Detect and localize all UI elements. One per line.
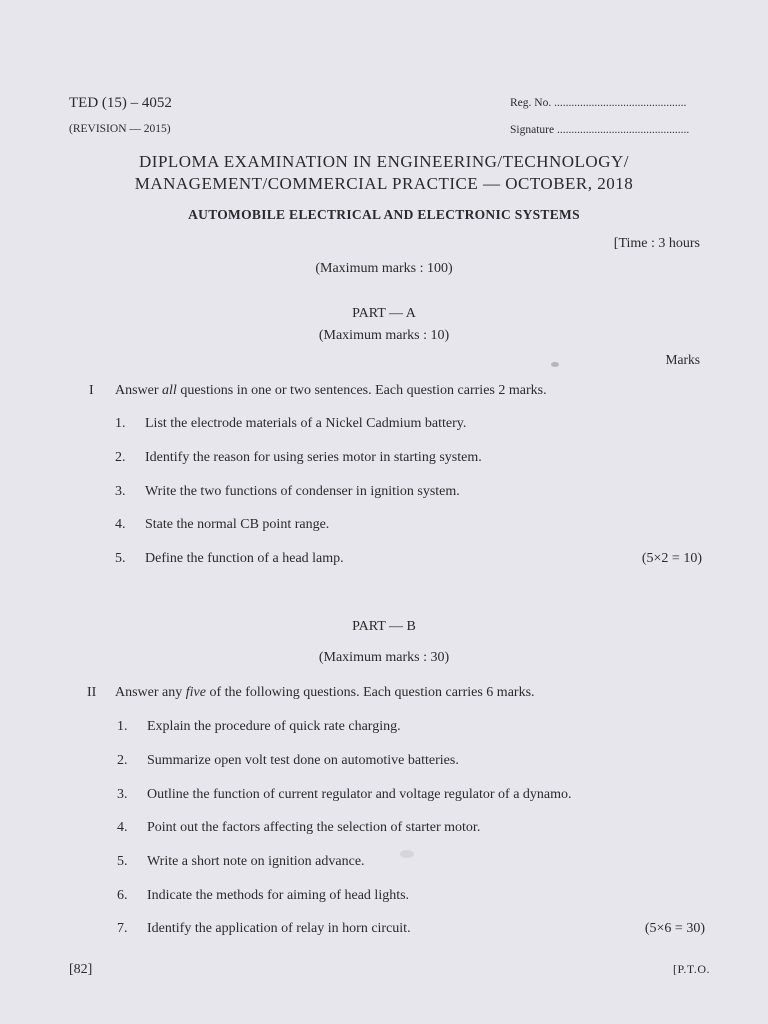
part-b-title: PART — B bbox=[352, 619, 416, 634]
paper-code: TED (15) – 4052 bbox=[69, 95, 172, 111]
question-text: Summarize open volt test done on automotive batteries. bbox=[147, 753, 459, 768]
instruction-text: of the following questions. Each question carries 6 marks. bbox=[205, 685, 535, 700]
question-number: 3. bbox=[117, 787, 128, 802]
time-text: [Time : 3 hours bbox=[613, 236, 700, 251]
reg-no-field: Reg. No. .............................................. bbox=[510, 97, 687, 109]
part-b-max-marks: (Maximum marks : 30) bbox=[318, 650, 450, 665]
instruction-text: questions in one or two sentences. Each question carries 2 marks. bbox=[176, 383, 547, 398]
signature-field: Signature .............................................. bbox=[510, 124, 690, 136]
pto-label: [P.T.O. bbox=[673, 962, 710, 976]
question-number: 2. bbox=[115, 450, 126, 465]
question-text: State the normal CB point range. bbox=[145, 517, 330, 532]
question-number: 2. bbox=[117, 753, 128, 768]
part-b-instruction bbox=[115, 685, 535, 701]
question-number: 4. bbox=[117, 820, 128, 835]
marks-column-label: Marks bbox=[665, 352, 700, 367]
question-number: 6. bbox=[117, 888, 128, 903]
subject-title: AUTOMOBILE ELECTRICAL AND ELECTRONIC SYSTEMS bbox=[188, 207, 580, 222]
question-number: 5. bbox=[115, 551, 126, 566]
exam-title-line2: MANAGEMENT/COMMERCIAL PRACTICE — OCTOBER, 2018 bbox=[134, 174, 634, 193]
part-a-max-marks: (Maximum marks : 10) bbox=[318, 328, 450, 343]
question-text: Explain the procedure of quick rate charging. bbox=[147, 719, 401, 734]
part-a-instruction bbox=[115, 383, 547, 399]
question-text: Point out the factors affecting the selection of starter motor. bbox=[147, 820, 481, 835]
part-a-section-number: I bbox=[89, 383, 94, 398]
part-b-section-number: II bbox=[87, 685, 97, 700]
question-text: Indicate the methods for aiming of head lights. bbox=[147, 888, 410, 903]
revision-label: (REVISION — 2015) bbox=[69, 123, 171, 135]
instruction-text: Answer bbox=[115, 383, 163, 398]
max-marks-total: (Maximum marks : 100) bbox=[315, 261, 453, 276]
instruction-emphasis: all bbox=[162, 383, 177, 398]
question-number: 1. bbox=[115, 416, 126, 431]
question-number: 7. bbox=[117, 921, 128, 936]
scan-smudge bbox=[400, 850, 414, 858]
question-number: 3. bbox=[115, 484, 126, 499]
instruction-text: Answer any bbox=[115, 685, 186, 700]
time-allowed bbox=[614, 236, 700, 252]
question-number: 1. bbox=[117, 719, 128, 734]
exam-title-line1: DIPLOMA EXAMINATION IN ENGINEERING/TECHNOLOGY/ bbox=[139, 152, 629, 171]
instruction-emphasis: five bbox=[185, 685, 206, 700]
question-text: Write a short note on ignition advance. bbox=[147, 854, 365, 869]
part-a-title: PART — A bbox=[352, 306, 416, 321]
question-number: 5. bbox=[117, 854, 128, 869]
question-text: Write the two functions of condenser in ignition system. bbox=[145, 484, 460, 499]
question-text: Identify the application of relay in horn circuit. bbox=[147, 921, 411, 936]
question-text: Outline the function of current regulator and voltage regulator of a dynamo. bbox=[147, 787, 572, 802]
part-b-marks-total: (5×6 = 30) bbox=[644, 921, 705, 936]
question-text: Identify the reason for using series motor in starting system. bbox=[145, 450, 482, 465]
part-a-marks-total: (5×2 = 10) bbox=[641, 551, 702, 566]
page-number: [82] bbox=[69, 962, 93, 977]
scan-smudge bbox=[551, 362, 559, 367]
question-text: List the electrode materials of a Nickel Cadmium battery. bbox=[145, 416, 467, 431]
question-number: 4. bbox=[115, 517, 126, 532]
question-text: Define the function of a head lamp. bbox=[145, 551, 344, 566]
